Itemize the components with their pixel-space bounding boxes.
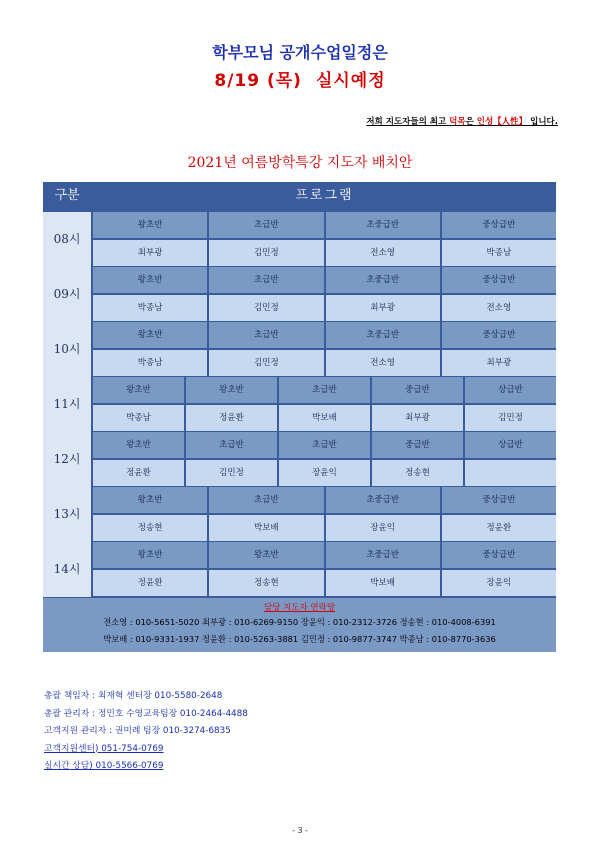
class-level-cell: 상급반 xyxy=(465,432,556,458)
program-cells xyxy=(93,267,556,322)
instructor-name-cell: 김민정 xyxy=(186,460,277,486)
instructor-name-cell: 최부광 xyxy=(372,405,463,431)
notice-date: 8/19 (목) xyxy=(214,71,302,91)
class-level-cell: 중상급반 xyxy=(442,487,556,513)
instructor-name-cell: 정윤환 xyxy=(93,460,184,486)
motto-text-1: 저희 지도자들의 최고 xyxy=(366,117,450,127)
class-level-cell: 초중급반 xyxy=(326,322,440,348)
footer-line-manager: 총괄 책임자 : 최재혁 센터장 010-5580-2648 xyxy=(44,691,223,701)
time-slot-label: 10시 xyxy=(43,322,91,377)
schedule-title: 2021년 여름방학특강 지도자 배치안 xyxy=(187,155,413,171)
motto-text-2: 은 xyxy=(465,117,477,127)
instructor-name-cell: 김민정 xyxy=(209,295,323,321)
class-level-cell: 초중급반 xyxy=(326,267,440,293)
instructor-name-cell: 전소영 xyxy=(442,295,556,321)
class-level-cell: 초급반 xyxy=(279,432,370,458)
class-level-cell: 왕초반 xyxy=(209,542,323,568)
motto-text-3: 입니다. xyxy=(527,117,558,127)
program-cells xyxy=(93,542,556,597)
contact-line-1: 전소영 : 010-5651-5020 최부광 : 010-6269-9150 장윤익 : 010-2312-3726 정송현 : 010-4008-6391 xyxy=(103,617,496,627)
class-level-cell: 초급반 xyxy=(209,267,323,293)
instructor-name-cell: 정송현 xyxy=(372,460,463,486)
footer-line-live-chat[interactable]: 실시간 상담) 010-5566-0769 xyxy=(44,761,164,771)
motto-highlight-1: 덕목 xyxy=(449,117,466,127)
class-level-cell: 상급반 xyxy=(465,377,556,403)
schedule-row xyxy=(43,212,556,267)
class-level-cell: 중급반 xyxy=(372,377,463,403)
footer-contacts xyxy=(44,688,248,776)
schedule-row xyxy=(43,432,556,487)
class-level-cell: 중상급반 xyxy=(442,322,556,348)
class-level-cell: 왕초반 xyxy=(93,542,207,568)
instructor-name-cell: 정윤환 xyxy=(442,515,556,541)
program-cells xyxy=(93,377,556,432)
class-level-cell: 왕초반 xyxy=(93,377,184,403)
instructor-name-cell: 김민정 xyxy=(209,240,323,266)
instructor-name-cell: 박보배 xyxy=(279,405,370,431)
instructor-name-cell: 전소영 xyxy=(326,240,440,266)
column-header-gubun: 구분 xyxy=(54,188,80,203)
time-slot-label: 12시 xyxy=(43,432,91,487)
schedule-row xyxy=(43,487,556,542)
class-level-cell: 초급반 xyxy=(279,377,370,403)
instructor-name-cell: 정윤환 xyxy=(186,405,277,431)
class-level-cell: 왕초반 xyxy=(93,212,207,238)
notice-date-text: 실시예정 xyxy=(315,71,386,91)
class-level-cell: 중상급반 xyxy=(442,542,556,568)
instructor-name-cell: 김민정 xyxy=(465,405,556,431)
program-cells xyxy=(93,212,556,267)
instructor-name-cell: 박종남 xyxy=(93,350,207,376)
instructor-name-cell: 장윤익 xyxy=(442,570,556,596)
column-header-program: 프로그램 xyxy=(295,188,354,203)
instructor-name-cell: 최부광 xyxy=(93,240,207,266)
contact-title: 담당 지도자 연락망 xyxy=(263,603,336,613)
instructor-name-cell: 박종남 xyxy=(442,240,556,266)
notice-date-line xyxy=(0,66,600,91)
class-level-cell: 초중급반 xyxy=(326,212,440,238)
instructor-name-cell: 김민정 xyxy=(209,350,323,376)
class-level-cell: 초급반 xyxy=(209,322,323,348)
instructor-name-cell: 최부광 xyxy=(442,350,556,376)
program-cells xyxy=(93,322,556,377)
class-level-cell: 초급반 xyxy=(209,487,323,513)
footer-line-support-center[interactable]: 고객지원센터) 051-754-0769 xyxy=(44,743,164,754)
class-level-cell: 왕초반 xyxy=(93,267,207,293)
class-level-cell: 중상급반 xyxy=(442,267,556,293)
instructor-name-cell: 전소영 xyxy=(326,350,440,376)
contact-panel xyxy=(43,598,556,652)
schedule-table xyxy=(43,182,556,652)
instructor-name-cell: 장윤익 xyxy=(326,515,440,541)
instructor-name-cell xyxy=(465,460,556,486)
instructor-name-cell: 정송현 xyxy=(209,570,323,596)
schedule-row xyxy=(43,267,556,322)
class-level-cell: 왕초반 xyxy=(186,377,277,403)
schedule-row xyxy=(43,542,556,597)
instructor-name-cell: 정송현 xyxy=(93,515,207,541)
contact-line-2: 박보배 : 010-9331-1937 정윤환 : 010-5263-3881 김민정 : 010-9877-3747 박종남 : 010-8770-3636 xyxy=(103,634,496,644)
instructor-name-cell: 박종남 xyxy=(93,295,207,321)
time-slot-label: 08시 xyxy=(43,212,91,267)
time-slot-label: 11시 xyxy=(43,377,91,432)
instructor-name-cell: 박보배 xyxy=(209,515,323,541)
instructor-name-cell: 장윤익 xyxy=(279,460,370,486)
class-level-cell: 왕초반 xyxy=(93,322,207,348)
time-slot-label: 13시 xyxy=(43,487,91,542)
class-level-cell: 초중급반 xyxy=(326,542,440,568)
instructor-name-cell: 박종남 xyxy=(93,405,184,431)
motto-highlight-2: 인성【人性】 xyxy=(476,117,528,127)
instructor-name-cell: 최부광 xyxy=(326,295,440,321)
schedule-row xyxy=(43,322,556,377)
class-level-cell: 왕초반 xyxy=(93,487,207,513)
motto-line xyxy=(366,115,558,127)
class-level-cell: 초급반 xyxy=(209,212,323,238)
class-level-cell: 중급반 xyxy=(372,432,463,458)
class-level-cell: 중상급반 xyxy=(442,212,556,238)
program-cells xyxy=(93,487,556,542)
class-level-cell: 왕초반 xyxy=(93,432,184,458)
time-slot-label: 14시 xyxy=(43,542,91,597)
class-level-cell: 초중급반 xyxy=(326,487,440,513)
notice-heading: 학부모님 공개수업일정은 xyxy=(212,43,388,62)
page-number: - 3 - xyxy=(292,826,308,835)
class-level-cell: 초급반 xyxy=(186,432,277,458)
instructor-name-cell: 정윤환 xyxy=(93,570,207,596)
schedule-row xyxy=(43,377,556,432)
time-slot-label: 09시 xyxy=(43,267,91,322)
program-cells xyxy=(93,432,556,487)
footer-line-support-manager: 고객지원 관리자 : 권미례 팀장 010-3274-6835 xyxy=(44,726,231,736)
instructor-name-cell: 박보배 xyxy=(326,570,440,596)
footer-line-admin: 총괄 관리자 : 정민호 수영교육팀장 010-2464-4488 xyxy=(44,708,248,719)
